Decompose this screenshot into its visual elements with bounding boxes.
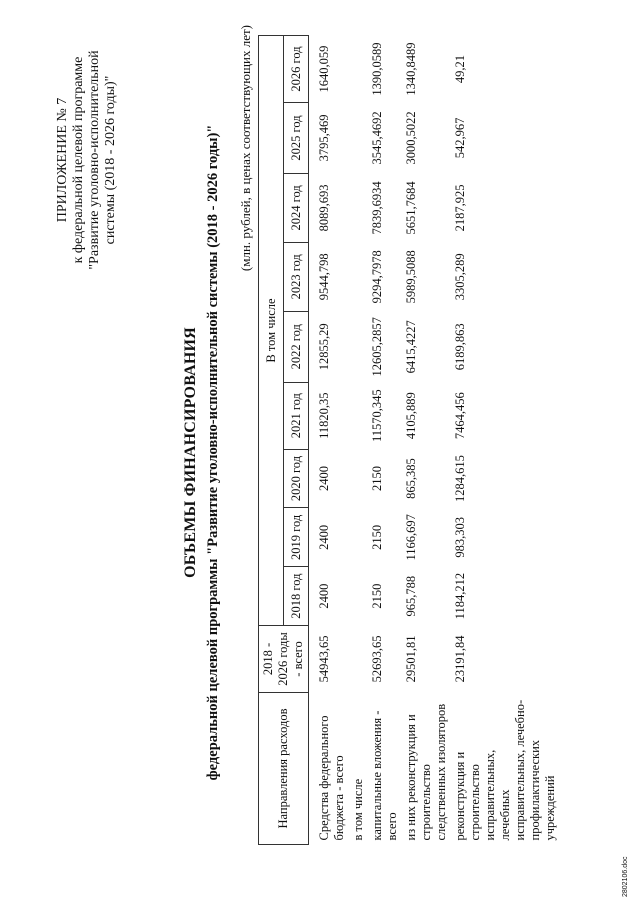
header-year: 2019 год — [284, 508, 309, 567]
header-year: 2024 год — [284, 173, 309, 242]
table-row — [368, 36, 402, 845]
row-value — [349, 382, 368, 449]
row-value — [349, 242, 368, 311]
row-value — [349, 626, 368, 693]
row-value — [349, 508, 368, 567]
row-value: 3000,5022 — [404, 111, 418, 165]
row-value: 11820,35 — [317, 392, 331, 439]
row-value — [349, 311, 368, 382]
row-label: реконструкция и строительство исправительных, лечебных исправительных, лечебно-профилактических учреждений — [453, 699, 557, 841]
header-year: 2023 год — [284, 242, 309, 311]
document-id: 2802106.doc — [622, 856, 629, 897]
document-subtitle: федеральной целевой программы "Развитие уголовно-исполнительной системы (2018 - 2026 годы)" — [205, 124, 221, 781]
row-value: 4105,889 — [404, 392, 418, 440]
appendix-header — [55, 25, 119, 295]
header-year: 2026 год — [284, 36, 309, 103]
row-value: 8089,693 — [317, 184, 331, 232]
row-value: 6189,863 — [453, 323, 467, 371]
row-value: 2150 — [370, 524, 384, 550]
row-value: 5651,7684 — [404, 181, 418, 235]
appendix-line: ПРИЛОЖЕНИЕ № 7 — [55, 97, 70, 223]
row-value: 12605,2857 — [370, 317, 384, 377]
row-value — [349, 567, 368, 626]
header-year: 2022 год — [284, 311, 309, 382]
row-value: 2150 — [370, 583, 384, 609]
row-value: 1284,615 — [453, 455, 467, 502]
row-value — [349, 449, 368, 508]
row-label: из них реконструкция и строительство следственных изоляторов — [404, 703, 448, 841]
table-row — [309, 36, 350, 845]
table-row — [402, 36, 451, 845]
row-value: 542,967 — [453, 117, 467, 159]
row-value: 1166,697 — [404, 514, 418, 561]
row-value: 2150 — [370, 466, 384, 492]
row-value: 7839,6934 — [370, 181, 384, 235]
row-value: 11570,345 — [370, 389, 384, 443]
row-value: 7464,456 — [453, 392, 467, 440]
row-value: 3305,289 — [453, 253, 467, 301]
row-value: 9544,798 — [317, 253, 331, 301]
row-value: 49,21 — [453, 54, 467, 84]
row-value: 2400 — [317, 524, 331, 550]
row-label: Средства федерального бюджета - всего — [317, 715, 346, 841]
row-value: 1640,059 — [317, 45, 331, 93]
header-incl: В том числе — [259, 36, 284, 626]
row-value — [349, 36, 368, 103]
row-value: 9294,7978 — [370, 250, 384, 304]
row-value — [349, 102, 368, 173]
row-value: 2187,925 — [453, 184, 467, 232]
row-value: 52693,65 — [370, 635, 384, 683]
row-value: 865,385 — [404, 458, 418, 499]
row-value: 3795,469 — [317, 114, 331, 162]
row-value — [349, 173, 368, 242]
header-year: 2018 год — [284, 567, 309, 626]
row-value: 29501,81 — [404, 635, 418, 683]
row-value: 3545,4692 — [370, 111, 384, 165]
row-value: 23191,84 — [453, 635, 467, 683]
row-value: 6415,4227 — [404, 320, 418, 374]
row-value: 2400 — [317, 583, 331, 609]
appendix-line: к федеральной целевой программе — [71, 56, 86, 264]
header-total: 2018 - 2026 годы - всего — [259, 626, 309, 693]
header-direction: Направления расходов — [259, 692, 309, 844]
row-value: 965,788 — [404, 575, 418, 617]
appendix-line: "Развитие уголовно-исполнительной — [87, 50, 102, 270]
header-year: 2021 год — [284, 382, 309, 449]
row-value: 1340,8489 — [404, 42, 418, 96]
row-value: 983,303 — [453, 517, 467, 558]
units-note: (млн. рублей, в ценах соответствующих лет) — [238, 25, 253, 272]
row-value: 5989,5088 — [404, 250, 418, 304]
row-value: 12855,29 — [317, 323, 331, 371]
table-row — [349, 36, 368, 845]
row-value: 1184,212 — [453, 572, 467, 620]
row-value: 54943,65 — [317, 635, 331, 683]
table-row — [451, 36, 560, 845]
row-label: в том числе — [351, 778, 365, 841]
document-title: ОБЪЕМЫ ФИНАНСИРОВАНИЯ — [182, 327, 199, 578]
row-value: 1390,0589 — [370, 42, 384, 96]
row-label: капитальные вложения - всего — [370, 710, 399, 841]
appendix-line: системы (2018 - 2026 годы)" — [103, 75, 118, 245]
header-year: 2020 год — [284, 449, 309, 508]
financing-table — [258, 35, 560, 845]
row-value: 2400 — [317, 466, 331, 492]
header-year: 2025 год — [284, 102, 309, 173]
